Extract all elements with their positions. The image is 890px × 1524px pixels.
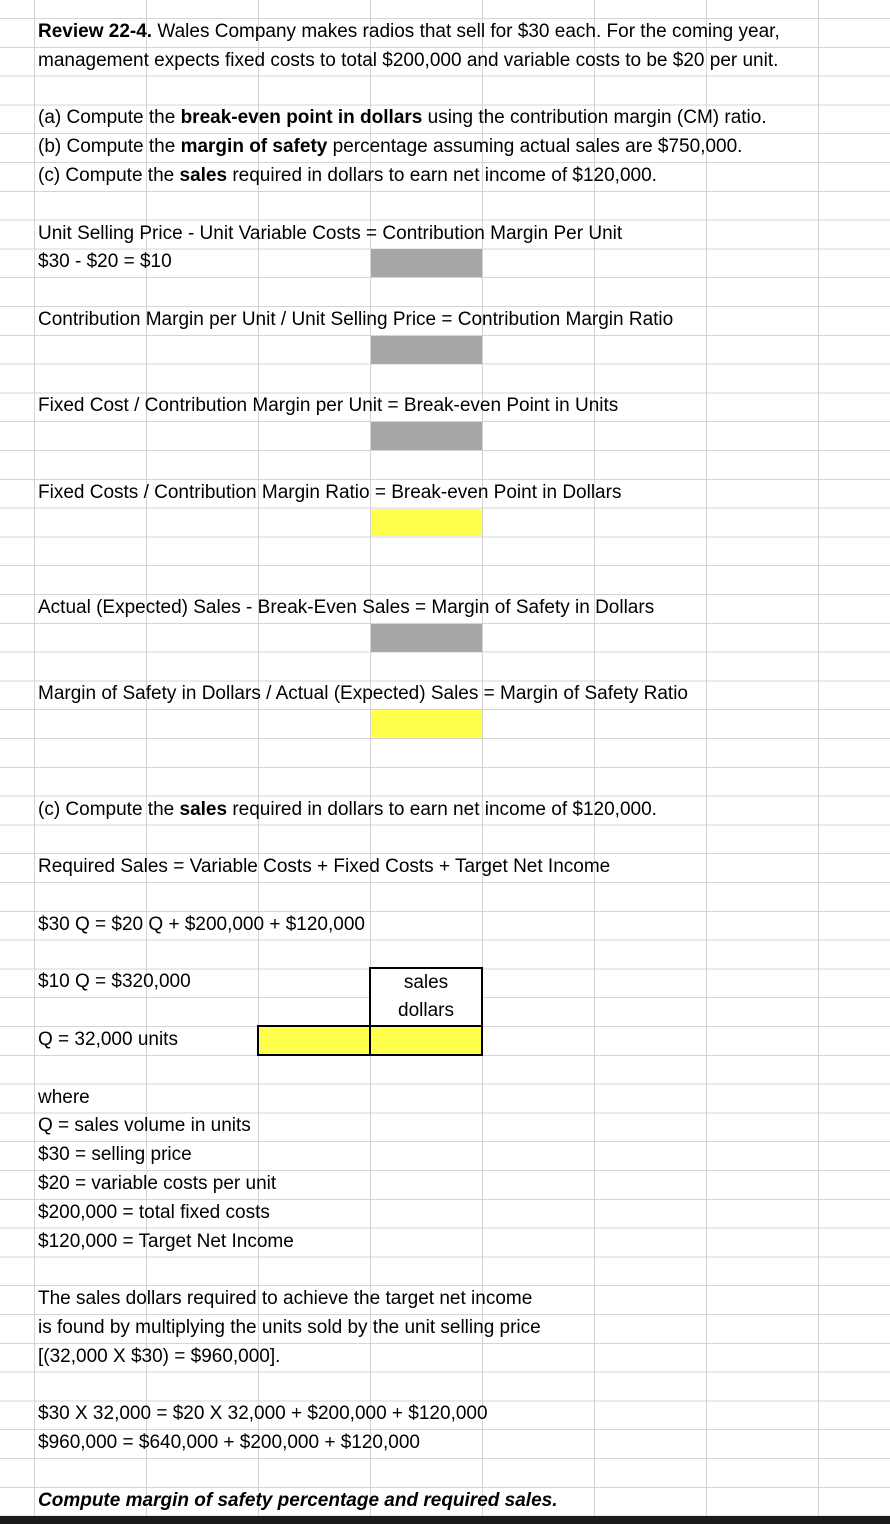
cell-text — [38, 1228, 294, 1257]
cell-text — [38, 1084, 90, 1113]
cell-text — [38, 853, 610, 882]
gridline-vertical — [818, 0, 819, 1524]
cell-text — [38, 1026, 178, 1055]
cell-text — [38, 47, 778, 76]
answer-cell-gray[interactable] — [371, 336, 482, 364]
cell-text — [38, 1487, 557, 1516]
cell-text — [38, 1170, 276, 1199]
cell-text — [38, 1199, 270, 1228]
cell-text — [38, 1429, 420, 1458]
cell-text — [38, 392, 618, 421]
cell-text — [38, 18, 780, 47]
text-segment: (b) Compute the — [38, 136, 181, 158]
text-segment: Actual (Expected) Sales - Break-Even Sales = Margin of Safety in Dollars — [38, 597, 655, 618]
text-segment: $30 = selling price — [38, 1144, 192, 1166]
answer-cell-gray[interactable] — [371, 249, 482, 277]
answer-cell-yellow[interactable] — [371, 509, 482, 537]
text-segment: required in dollars to earn net income of $120,000. — [227, 165, 657, 186]
cell-text — [38, 1343, 280, 1372]
text-segment: Contribution Margin per Unit / Unit Selling Price = Contribution Margin Ratio — [38, 309, 674, 330]
text-segment: [(32,000 X $30) = $960,000]. — [38, 1345, 281, 1367]
text-segment: Compute margin of safety percentage and required sales. — [38, 1489, 558, 1511]
gridline-vertical — [34, 0, 35, 1524]
answer-cell-yellow[interactable] — [371, 710, 482, 738]
text-segment: using the contribution margin (CM) ratio. — [422, 107, 767, 129]
text-segment: where — [38, 1086, 90, 1108]
text-segment: management expects fixed costs to total $200,000 and variable costs to be $20 per unit. — [38, 49, 779, 71]
cell-text — [38, 911, 365, 940]
text-segment: break-even point in dollars — [180, 107, 423, 129]
cell-text — [38, 162, 657, 191]
text-segment: (a) Compute the — [38, 107, 181, 129]
text-segment: is found by multiplying the units sold by the unit selling price — [38, 1317, 541, 1338]
text-segment: Required Sales = Variable Costs + Fixed Costs + Target Net Income — [38, 856, 611, 878]
sales-box-label: sales — [403, 972, 449, 994]
cell-text — [38, 306, 673, 335]
cell-text — [38, 1112, 251, 1141]
text-segment: percentage assuming actual sales are $750,000. — [327, 136, 743, 158]
sales-dollars-box[interactable] — [369, 967, 483, 1027]
cell-text — [38, 104, 767, 133]
answer-cell-gray[interactable] — [371, 422, 482, 450]
answer-cell-yellow[interactable] — [257, 1025, 371, 1056]
text-segment: margin of safety — [180, 136, 328, 158]
cell-text — [38, 1141, 192, 1170]
text-segment: $30 X 32,000 = $20 X 32,000 + $200,000 + $120,000 — [38, 1403, 488, 1425]
cell-text — [38, 479, 621, 508]
text-segment: Q = sales volume in units — [38, 1115, 251, 1137]
text-segment: $20 = variable costs per unit — [38, 1173, 277, 1194]
cell-text — [38, 1400, 488, 1429]
text-segment: Fixed Cost / Contribution Margin per Unit = Break-even Point in Units — [38, 395, 619, 417]
text-segment: Review 22-4. — [38, 21, 153, 42]
cell-text — [38, 1285, 532, 1314]
text-segment: The sales dollars required to achieve the target net income — [38, 1288, 533, 1310]
text-segment: Margin of Safety in Dollars / Actual (Expected) Sales = Margin of Safety Ratio — [38, 683, 688, 705]
text-segment: Fixed Costs / Contribution Margin Ratio = Break-even Point in Dollars — [38, 481, 622, 503]
text-segment: Wales Company makes radios that sell for $30 each. For the coming year, — [152, 21, 780, 42]
cell-text — [38, 968, 191, 997]
text-segment: Unit Selling Price - Unit Variable Costs = Contribution Margin Per Unit — [38, 222, 623, 244]
text-segment: $200,000 = total fixed costs — [38, 1201, 270, 1223]
text-segment: required in dollars to earn net income of $120,000. — [227, 798, 657, 820]
cell-text — [38, 680, 688, 709]
gridline-vertical — [706, 0, 707, 1524]
answer-cell-yellow[interactable] — [369, 1025, 483, 1056]
bottom-edge-bar — [0, 1516, 890, 1524]
text-segment: (c) Compute the — [38, 798, 180, 820]
cell-text — [38, 220, 622, 249]
text-segment: Q = 32,000 units — [38, 1029, 178, 1050]
text-segment: $10 Q = $320,000 — [38, 971, 191, 993]
text-segment: (c) Compute the — [38, 165, 180, 186]
text-segment: $120,000 = Target Net Income — [38, 1230, 294, 1252]
text-segment: sales — [179, 165, 228, 186]
text-segment: sales — [179, 798, 228, 820]
text-segment: $960,000 = $640,000 + $200,000 + $120,000 — [38, 1432, 420, 1454]
cell-text — [38, 133, 742, 162]
cell-text — [38, 248, 172, 277]
cell-text — [38, 594, 654, 623]
cell-text — [38, 1314, 541, 1343]
sales-box-label: dollars — [398, 1000, 454, 1022]
answer-cell-gray[interactable] — [371, 624, 482, 652]
text-segment: $30 - $20 = $10 — [38, 251, 172, 273]
text-segment: $30 Q = $20 Q + $200,000 + $120,000 — [38, 913, 365, 935]
cell-text — [38, 796, 657, 825]
